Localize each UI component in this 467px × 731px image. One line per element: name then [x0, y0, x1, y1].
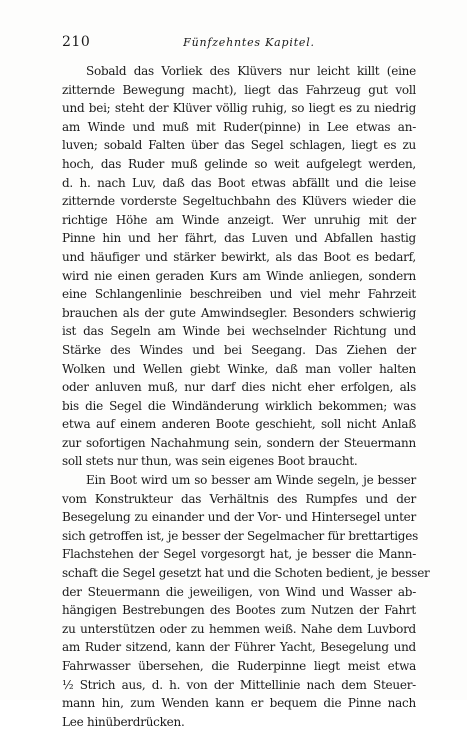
text-line: zu unterstützen oder zu hemmen weiß. Nahe dem Luvbord	[62, 621, 416, 636]
text-line: hängigen Bestrebungen des Bootes zum Nutzen der Fahrt	[62, 603, 416, 618]
text-line: zitternde vorderste Segeltuchbahn des Klüvers wieder die	[62, 194, 416, 209]
text-line: etwa auf einem anderen Boote geschieht, soll nicht Anlaß	[62, 417, 416, 432]
text-line: Fahrwasser übersehen, die Ruderpinne liegt meist etwa	[62, 659, 416, 673]
text-line: der Steuermann die jeweiligen, von Wind und Wasser ab-	[62, 584, 416, 599]
text-line: Stärke des Windes und bei Seegang. Das Ziehen der	[62, 342, 416, 357]
text-line: hoch, das Ruder muß gelinde so weit aufgelegt werden,	[62, 156, 416, 171]
text-line: am Ruder sitzend, kann der Führer Yacht, Besegelung und	[62, 640, 416, 655]
text-line: ist das Segeln am Winde bei wechselnder Richtung und	[62, 324, 416, 339]
text-line: Besegelung zu einander und der Vor- und Hintersegel unter	[62, 510, 416, 525]
text-line: Ein Boot wird um so besser am Winde segeln, je besser	[86, 473, 416, 488]
body-text	[62, 62, 430, 731]
text-line: ½ Strich aus, d. h. von der Mittellinie nach dem Steuer-	[62, 677, 416, 692]
text-line: luven; sobald Falten über das Segel schlagen, liegt es zu	[62, 138, 416, 153]
page-number: 210	[62, 34, 91, 50]
text-line: schaft die Segel gesetzt hat und die Schoten bedient, je besser	[62, 566, 430, 581]
text-line: und häufiger und stärker bewirkt, als das Boot es bedarf,	[62, 249, 416, 264]
text-line: richtige Höhe am Winde anzeigt. Wer unruhig mit der	[62, 212, 416, 227]
text-line: Sobald das Vorliek des Klüvers nur leicht killt (eine	[86, 64, 416, 78]
text-line: Lee hinüberdrücken.	[62, 714, 185, 729]
text-line: bis die Segel die Windänderung wirklich bekommen; was	[62, 398, 416, 413]
text-line: sich getroffen ist, je besser der Segelmacher für brettartiges	[62, 528, 418, 543]
text-line: mann hin, zum Wenden kann er bequem die Pinne nach	[62, 696, 416, 711]
text-line: am Winde und muß mit Ruder(pinne) in Lee etwas an-	[62, 119, 416, 134]
text-line: Flachstehen der Segel vorgesorgt hat, je besser die Mann-	[62, 547, 416, 562]
text-line: Wolken und Wellen giebt Winke, daß man voller halten	[62, 361, 416, 376]
text-line: brauchen als der gute Amwindsegler. Besonders schwierig	[62, 305, 416, 320]
text-line: vom Konstrukteur das Verhältnis des Rumpfes und der	[62, 491, 416, 506]
text-line: wird nie einen geraden Kurs am Winde anliegen, sondern	[62, 268, 416, 283]
paragraph	[62, 62, 416, 471]
text-line: zur sofortigen Nachahmung sein, sondern der Steuermann	[62, 435, 416, 450]
text-line: eine Schlangenlinie beschreiben und viel mehr Fahrzeit	[62, 287, 416, 302]
text-line: Pinne hin und her fährt, das Luven und Abfallen hastig	[62, 231, 416, 246]
paragraph	[62, 471, 430, 731]
text-line: soll stets nur thun, was sein eigenes Boot braucht.	[62, 454, 358, 469]
chapter-title: Fünfzehntes Kapitel.	[183, 36, 315, 49]
text-line: oder anluven muß, nur darf dies nicht eher erfolgen, als	[62, 380, 416, 395]
text-line: d. h. nach Luv, daß das Boot etwas abfällt und die leise	[62, 175, 416, 190]
text-line: zitternde Bewegung macht), liegt das Fahrzeug gut voll	[62, 82, 416, 97]
running-head	[62, 34, 416, 54]
text-line: und bei; steht der Klüver völlig ruhig, so liegt es zu niedrig	[62, 101, 416, 116]
